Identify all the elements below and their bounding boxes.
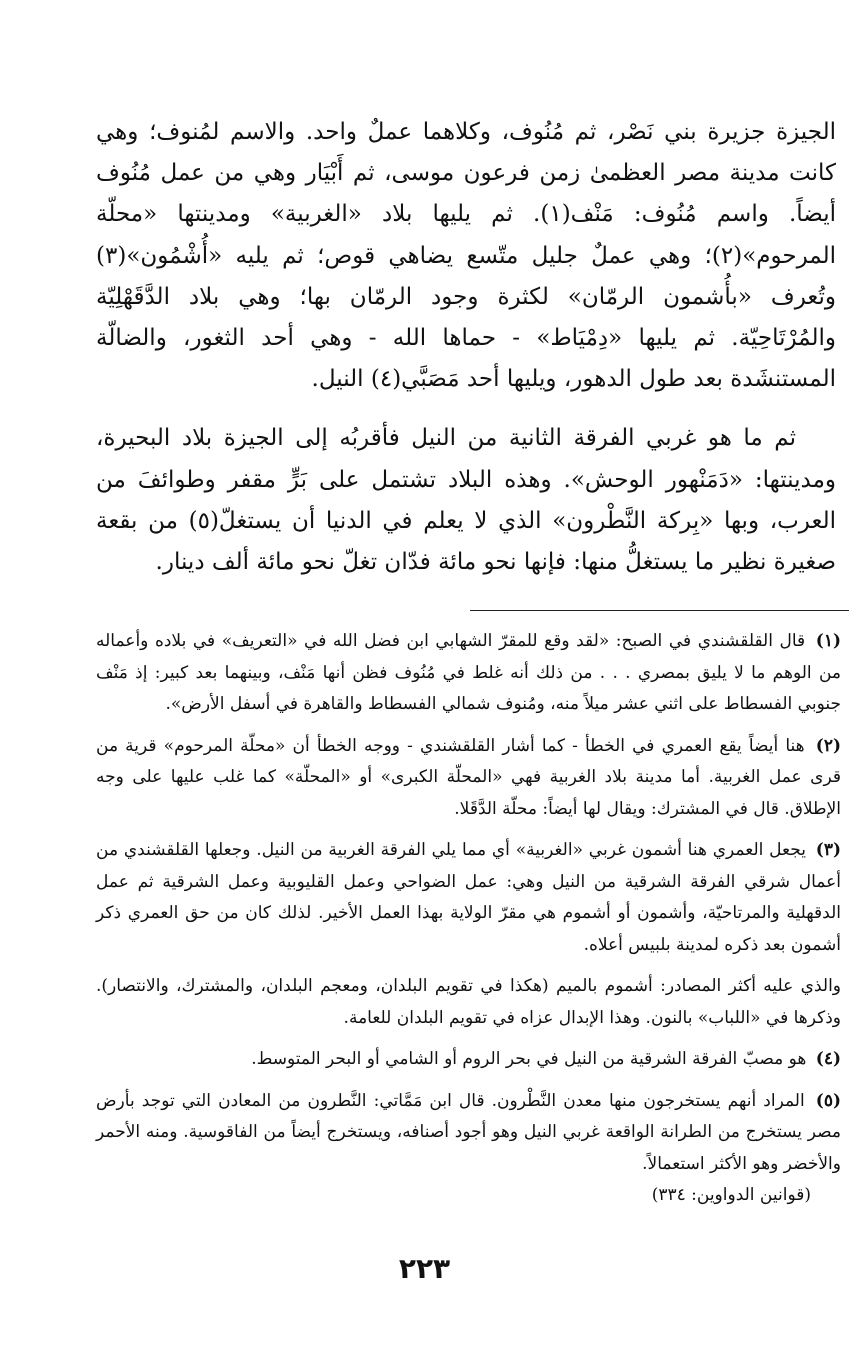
footnote-5-source: (قوانين الدواوين: ٣٣٤) [651,1185,811,1205]
footnote-number: (٢) [815,735,841,756]
footnote-number: (١) [815,631,841,651]
footnote-number: (٣) [815,840,841,860]
footnote-text: قال القلقشندي في الصبح: «لقد وقع للمقرّ الشهابي ابن فضل الله في «التعريف» في بلاده وأعماله من الوهم ما لا يليق بمصري . . . من ذلك أنه غلط في مُنُوف فظن أنها مَنْف، وبينهما بعد كبير: إذ مَنْف جنوبي الفسطاط على اثني عشر ميلاً منه، ومُنوف شمالي الفسطاط والقاهرة في أسفل الأرض». [96,631,841,714]
main-paragraph-2: ثم ما هو غربي الفرقة الثانية من النيل فأقربُه إلى الجيزة بلاد البحيرة، ومدينتها: «دَمَنْهور الوحش». وهذه البلاد تشتمل على بَرٍّ مقفر وطوائفَ من العرب، وبها «بِركة النَّطْرون» الذي لا يعلم في الدنيا أن يستغلّ(٥) من بقعة صغيرة نظير ما يستغلُّ منها: فإنها نحو مائة فدّان تغلّ نحو مائة ألف دينار. [96,425,836,576]
page-number: ٢٢٣ [398,1252,451,1285]
footnote-4 [96,1044,841,1076]
main-text [96,112,836,583]
footnote-3 [96,835,841,961]
footnote-text: المراد أنهم يستخرجون منها معدن النَّطْرون. قال ابن مَمَّاتي: النَّطرون من المعادن التي توجد بأرض مصر يستخرج من الطرانة الواقعة غربي النيل وهو أجود أصنافه، ويستخرج أيضاً من الفاقوسية. ومنه الأحمر والأخضر وهو الأكثر استعمالاً. [96,1090,841,1174]
main-paragraph-1: الجيزة جزيرة بني نَصْر، ثم مُنُوف، وكلاهما عملٌ واحد. والاسم لمُنوف؛ وهي كانت مدينة مصر العظمىٰ زمن فرعون موسى، ثم أَبْيَار وهي من عمل مُنُوف أيضاً. واسم مُنُوف: مَنْف(١). ثم يليها بلاد «الغربية» ومدينتها «محلّة المرحوم»(٢)؛ وهي عملٌ جليل متّسع يضاهي قوص؛ ثم يليه «أُشْمُون»(٣) وتُعرف «بأُشمون الرمّان» لكثرة وجود الرمّان بها؛ وهي بلاد الدَّقَهْلِيّة والمُرْتَاحِيّة. ثم يليها «دِمْيَاط» - حماها الله - وهي أحد الثغور، والضالّة المستنشَدة بعد طول الدهور، ويليها أحد مَصَبَّي(٤) النيل. [96,119,837,393]
footnote-1 [96,626,841,721]
footnote-5 [96,1086,841,1181]
footnote-text: يجعل العمري هنا أشمون غربي «الغربية» أي مما يلي الفرقة الغربية من النيل. وجعلها القلقشندي من أعمال شرقي الفرقة الشرقية من النيل وهي: عمل الضواحي وعمل القليوبية وعمل الشرقية ثم عمل الدقهلية والمرتاحيّة، وأشمون أو أشموم هي مقرّ الولاية بهذا العمل الأخير. لذلك كان من حق العمري ذكر أشمون بعد ذكره لمدينة بلبيس أعلاه. [96,840,841,955]
footnote-text: هو مصبّ الفرقة الشرقية من النيل في بحر الروم أو الشامي أو البحر المتوسط. [251,1049,807,1069]
footnotes [96,626,841,1210]
footnote-number: (٥) [815,1090,842,1111]
footnote-divider [470,610,849,611]
footnote-text: هنا أيضاً يقع العمري في الخطأ - كما أشار القلقشندي - ووجه الخطأ أن «محلّة المرحوم» قرية من قرى عمل الغربية. أما مدينة بلاد الغربية فهي «المحلّة الكبرى» أو «المحلّة» كما غلب عليها على وجه الإطلاق. قال في المشترك: ويقال لها أيضاً: محلّة الدَّقَلا. [96,735,841,819]
footnote-3-continuation: والذي عليه أكثر المصادر: أشموم بالميم (هكذا في تقويم البلدان، ومعجم البلدان، والمشترك، والانتصار). وذكرها في «اللباب» بالنون. وهذا الإبدال عزاه في تقويم البلدان للعامة. [96,976,841,1028]
footnote-number: (٤) [815,1049,841,1069]
footnote-2 [96,731,841,826]
